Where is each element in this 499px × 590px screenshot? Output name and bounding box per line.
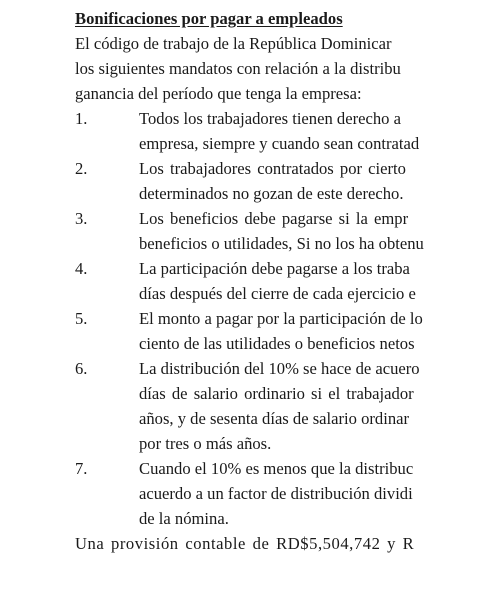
list-item-line: determinados no gozan de este derecho.: [139, 184, 404, 203]
list-item-number: 4.: [75, 259, 88, 278]
intro-line: El código de trabajo de la República Dominicar: [75, 34, 392, 53]
list-item-3: [75, 206, 499, 256]
list-item-line: Todos los trabajadores tienen derecho a: [139, 109, 401, 128]
list-item-number: 1.: [75, 109, 88, 128]
list-item-line: ciento de las utilidades o beneficios netos: [139, 334, 415, 353]
list-item-line: empresa, siempre y cuando sean contratad: [139, 134, 420, 153]
list-item-line: El monto a pagar por la participación de lo: [139, 309, 423, 328]
list-item-number: 2.: [75, 159, 88, 178]
list-item-line: Los trabajadores contratados por cierto: [139, 159, 406, 178]
list-item-line: años, y de sesenta días de salario ordinar: [139, 409, 410, 428]
document-page: [75, 6, 499, 556]
list-item-2: [75, 156, 499, 206]
list-item-6: [75, 356, 499, 456]
intro-line: ganancia del período que tenga la empresa:: [75, 84, 362, 103]
list-item-number: 6.: [75, 359, 88, 378]
list-item-line: beneficios o utilidades, Si no los ha obtenu: [139, 234, 424, 253]
section-title: Bonificaciones por pagar a empleados: [75, 9, 343, 28]
list-item-5: [75, 306, 499, 356]
intro-line: los siguientes mandatos con relación a la distribu: [75, 59, 401, 78]
list-item-number: 3.: [75, 209, 88, 228]
list-item-line: La participación debe pagarse a los traba: [139, 259, 410, 278]
list-item-line: por tres o más años.: [139, 434, 272, 453]
list-item-line: días de salario ordinario si el trabajador: [139, 384, 414, 403]
footer-paragraph: Una provisión contable de RD$5,504,742 y R: [75, 534, 415, 553]
list-item-1: [75, 106, 499, 156]
numbered-list: [75, 106, 499, 531]
list-item-line: acuerdo a un factor de distribución dividi: [139, 484, 413, 503]
list-item-number: 5.: [75, 309, 88, 328]
list-item-line: días después del cierre de cada ejercicio e: [139, 284, 416, 303]
list-item-7: [75, 456, 499, 531]
list-item-line: La distribución del 10% se hace de acuero: [139, 359, 420, 378]
list-item-line: de la nómina.: [139, 509, 229, 528]
list-item-line: Cuando el 10% es menos que la distribuc: [139, 459, 414, 478]
list-item-4: [75, 256, 499, 306]
intro-paragraph: [75, 31, 499, 106]
list-item-number: 7.: [75, 459, 88, 478]
list-item-line: Los beneficios debe pagarse si la empr: [139, 209, 409, 228]
